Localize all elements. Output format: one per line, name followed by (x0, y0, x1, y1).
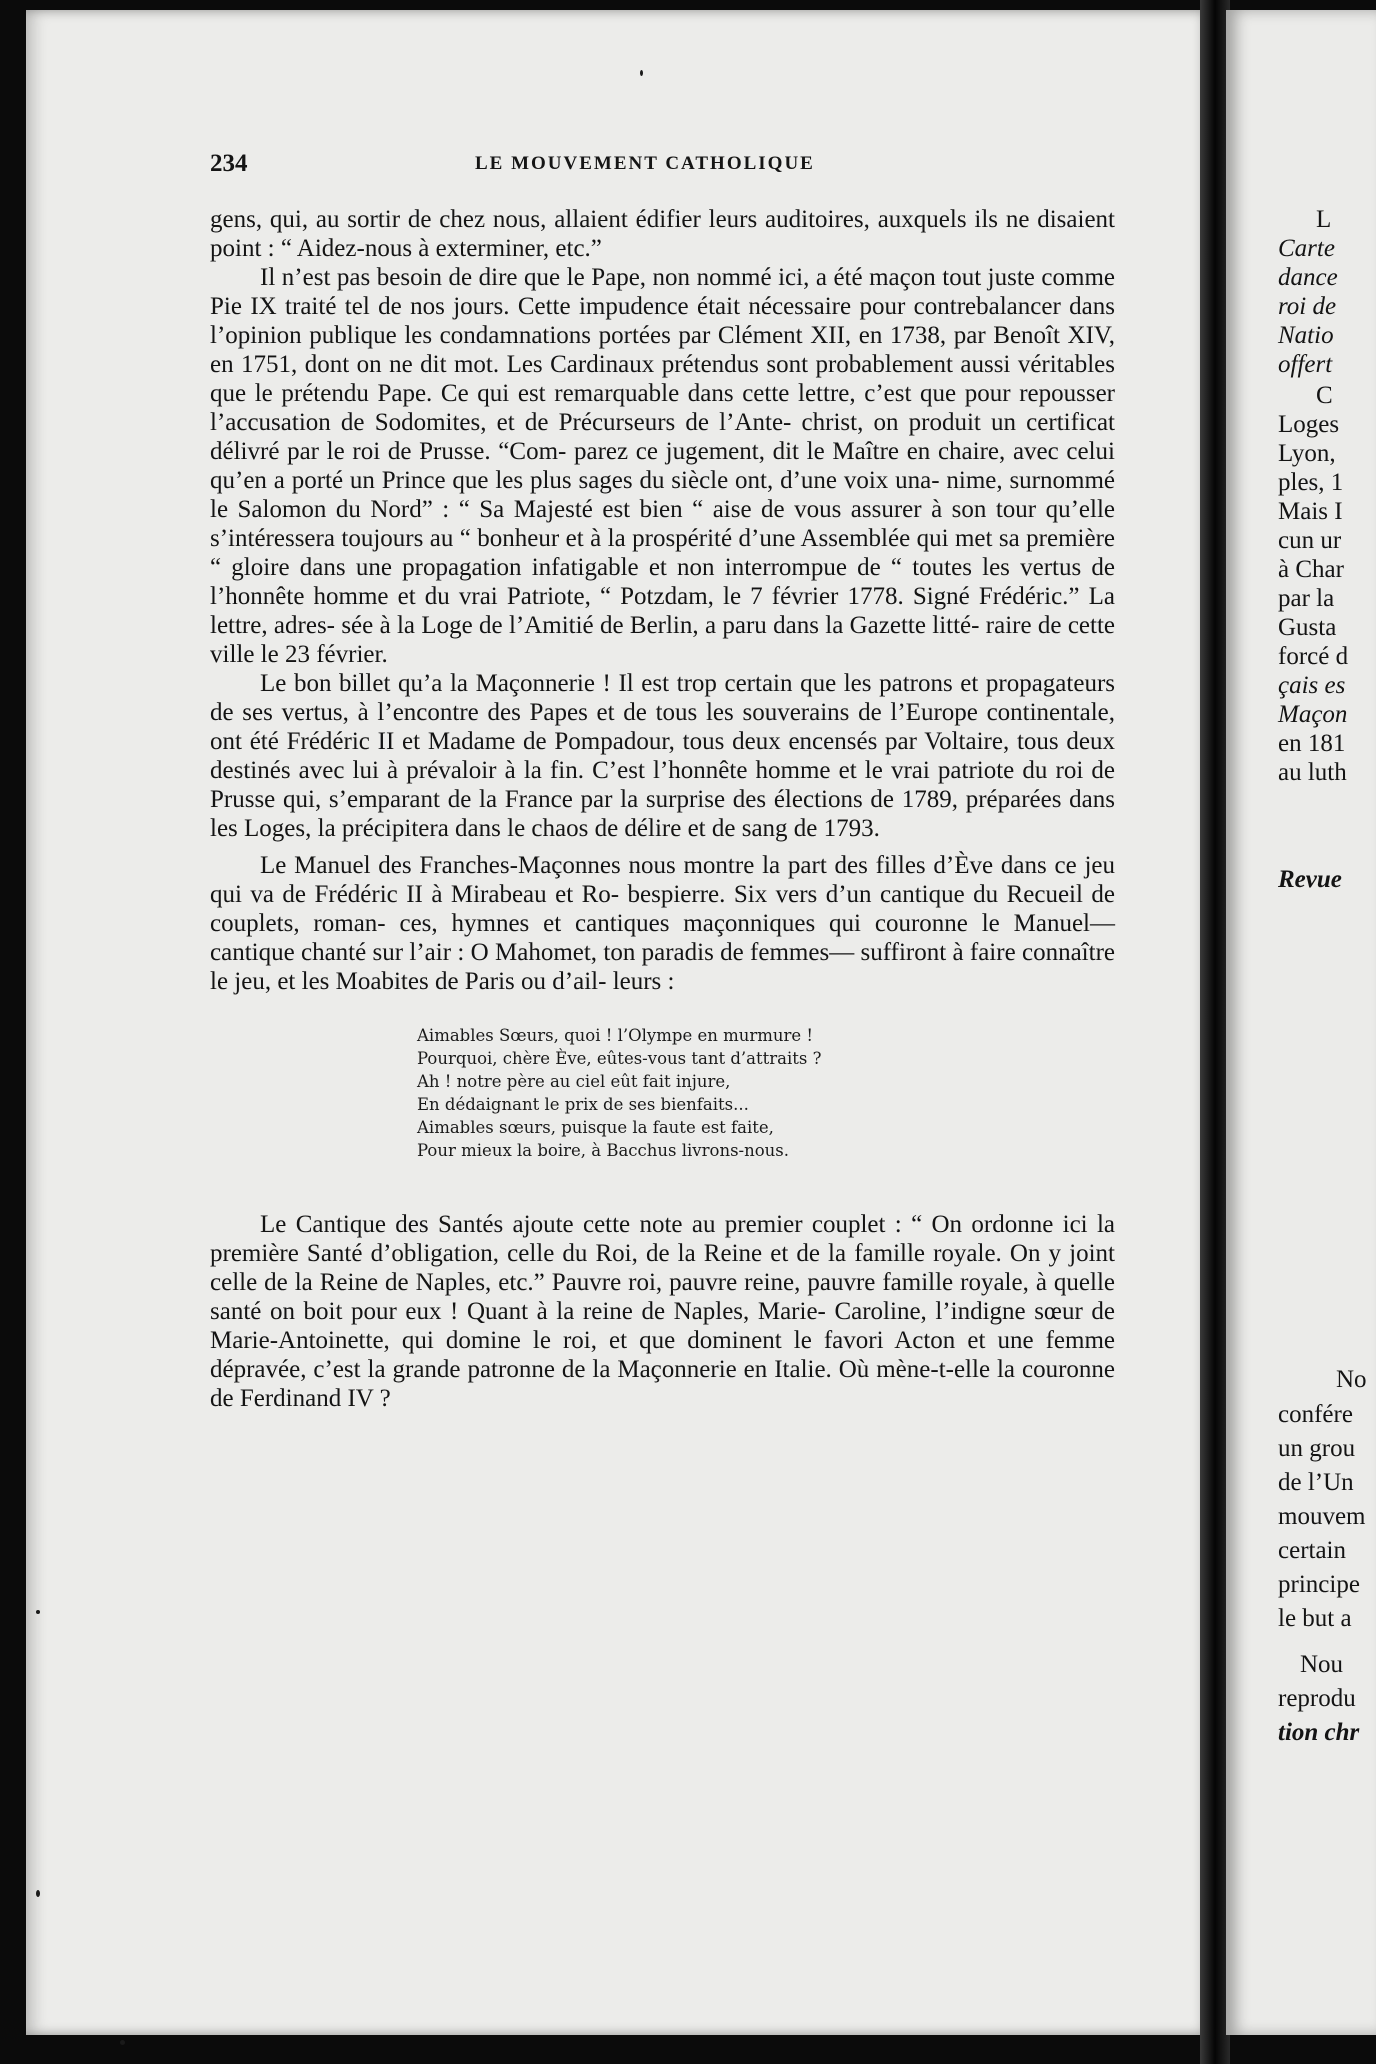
poem-line: Ah ! notre père au ciel eût fait injure, (417, 1072, 731, 1091)
paragraph-line: “ bonheur et à la prospérité d’une Assemblée qui met sa première (459, 525, 1115, 552)
scan-speck (36, 1890, 40, 1897)
right-fragment-line: confére (1278, 1401, 1353, 1428)
right-fragment-line: forcé d (1278, 643, 1349, 670)
paragraph-1 (210, 205, 1115, 263)
right-fragment-line: Nou (1300, 1651, 1344, 1678)
right-fragment-line: Carte (1278, 235, 1335, 262)
paragraph-line: couronne de Ferdinand IV ? (210, 1356, 1115, 1412)
poem-line: Aimables Sœurs, quoi ! l’Olympe en murmure ! (417, 1026, 814, 1045)
paragraph-line: France par la surprise des élections de 1789, préparées dans les (210, 786, 1115, 842)
paragraph-line: grande patronne de la Maçonnerie en Italie. Où mène-t-elle la (392, 1356, 1022, 1383)
right-fragment-line: mouvem (1278, 1503, 1366, 1530)
paragraph-line: christ, on produit un certificat délivré par le roi de Prusse. “Com- (210, 409, 1115, 465)
paragraph-line: impudence était nécessaire pour contrebalancer dans l’opinion (210, 293, 1115, 349)
right-fragment-line: tion chr (1278, 1719, 1360, 1746)
paragraph-line: Le Manuel des Franches-Maçonnes nous montre la part des (260, 852, 876, 879)
right-fragment-line: L (1316, 206, 1332, 233)
paragraph-line: “ On ordonne ici la première Santé d’obligation, celle du Roi, de (210, 1211, 1115, 1267)
body-text (210, 205, 1115, 1413)
right-fragment-line: Lyon, (1278, 440, 1336, 467)
paragraph-line: sée à la Loge de l’Amitié de Berlin, a paru dans la Gazette litté- (341, 612, 986, 639)
right-fragment-line: ples, 1 (1278, 469, 1344, 496)
running-head: LE MOUVEMENT CATHOLIQUE (475, 153, 815, 174)
paragraph-line: Naples, etc.” Pauvre roi, pauvre reine, pauvre famille royale, à (415, 1269, 1054, 1296)
paragraph-line: homme et le vrai patriote du roi de Prusse qui, s’emparant de la (210, 757, 1115, 813)
right-fragment-line: çais es (1278, 672, 1346, 699)
paragraph-line: II et Madame de Pompadour, tous deux encensés par Voltaire, (377, 728, 1017, 755)
paragraph-line: patrons et propagateurs de ses vertus, à l’encontre des Papes et (210, 670, 1115, 726)
paragraph-line: porté un Prince que les plus sages du siècle ont, d’une voix una- (291, 467, 947, 494)
paragraph-line: “ aise de vous assurer à son tour qu’elle s’intéressera toujours au (210, 496, 1115, 552)
paragraph-line: auxquels ils ne disaient point : “ Aidez-nous à exterminer, etc.” (210, 206, 1115, 262)
paragraph-line: nime, surnommé le Salomon du Nord” : “ Sa Majesté est bien (210, 467, 1115, 523)
poem-line: Pourquoi, chère Ève, eûtes-vous tant d’attraits ? (417, 1049, 822, 1068)
right-fragment-line: principe (1278, 1571, 1360, 1598)
paragraph-line: parez ce jugement, dit le Maître en chaire, avec celui qu’en a (210, 438, 1115, 494)
right-fragment-line: au luth (1278, 759, 1347, 786)
right-fragment-line: un grou (1278, 1435, 1356, 1462)
paragraph-line: de tous les souverains de l’Europe continentale, ont été Frédéric (210, 699, 1115, 755)
paragraph-line: prétendus sont probablement aussi véritables que le prétendu (210, 351, 1115, 407)
right-fragment-line: Mais I (1278, 498, 1343, 525)
page-header (210, 150, 1115, 180)
paragraph-5 (210, 1210, 1115, 1413)
paragraph-line: cantique chanté sur l’air : O Mahomet, ton paradis de femmes— (210, 939, 861, 966)
scan-speck (640, 70, 643, 76)
scan-speck (120, 2040, 125, 2045)
right-fragment-line: offert (1278, 351, 1333, 378)
right-fragment-line: le but a (1278, 1605, 1352, 1632)
right-fragment-line: en 181 (1278, 730, 1346, 757)
right-fragment-line: par la (1278, 585, 1335, 612)
paragraph-line: Pape. Ce qui est remarquable dans cette lettre, c’est que pour (377, 380, 1020, 407)
paragraph-line: repousser l’accusation de Sodomites, et de Précurseurs de l’Ante- (210, 380, 1115, 436)
poem-line: Pour mieux la boire, à Bacchus livrons-nous. (417, 1141, 790, 1160)
right-fragment-line: C (1316, 382, 1333, 409)
right-fragment-line: Natio (1278, 322, 1334, 349)
right-fragment-line: Loges (1278, 411, 1340, 438)
right-fragment-line: de l’Un (1278, 1469, 1354, 1496)
paragraph-4 (210, 851, 1115, 996)
right-fragment-line: reprodu (1278, 1685, 1356, 1712)
paragraph-line: bespierre. Six vers d’un cantique du Recueil de couplets, roman- (210, 881, 1115, 937)
right-fragment-line: dance (1278, 264, 1338, 291)
right-fragment-line: Maçon (1278, 701, 1348, 728)
paragraph-line: publique les condamnations portées par Clément XII, en 1738, (309, 322, 954, 349)
page-number: 234 (210, 150, 248, 177)
right-fragment-line: cun ur (1278, 527, 1342, 554)
paragraph-line: leurs : (612, 968, 675, 995)
right-fragment-line: certain (1278, 1537, 1347, 1564)
paragraph-line: quelle santé on boit pour eux ! Quant à la reine de Naples, Marie- (210, 1269, 1115, 1325)
paragraph-line: “ toutes les vertus de l’honnête homme et du vrai Patriote, (210, 554, 1115, 610)
paragraph-line: tous deux destinés avec lui à prévaloir à la fin. C’est l’honnête (210, 728, 1115, 784)
paragraph-line: et que dominent le favori Acton et une femme dépravée, c’est la (210, 1327, 1116, 1383)
paragraph-line: suffiront à faire connaître le jeu, et les Moabites de Paris ou d’ail- (210, 939, 1115, 995)
paragraph-line: gens, qui, au sortir de chez nous, allaient édifier leurs auditoires, (210, 206, 878, 233)
poem-line: Aimables sœurs, puisque la faute est faite, (417, 1118, 774, 1137)
paragraph-line: filles d’Ève dans ce jeu qui va de Frédéric II à Mirabeau et Ro- (210, 852, 1116, 908)
paragraph-line: “ gloire dans une propagation infatigable et non interrompue de (210, 554, 891, 581)
right-fragment-line: No (1336, 1366, 1367, 1393)
scan-speck (36, 1610, 40, 1614)
right-fragment-line: Gusta (1278, 614, 1337, 641)
paragraph-line: Caroline, l’indigne sœur de Marie-Antoinette, qui domine le roi, (210, 1298, 1115, 1354)
paragraph-line: maçon tout juste comme Pie IX traité tel de nos jours. Cette (210, 264, 1115, 320)
right-fragment-line: roi de (1278, 293, 1337, 320)
paragraph-2 (210, 263, 1115, 669)
paragraph-line: Loges, la précipitera dans le chaos de délire et de sang de 1793. (244, 815, 880, 842)
paragraph-line: Il n’est pas besoin de dire que le Pape, non nommé ici, a été (260, 264, 870, 291)
paragraph-line: raire de cette ville le 23 février. (210, 612, 1116, 668)
paragraph-line: Le Cantique des Santés ajoute cette note au premier couplet : (260, 1211, 912, 1238)
poem-stanza (417, 1024, 1115, 1162)
paragraph-3 (210, 669, 1115, 843)
paragraph-line: ces, hymnes et cantiques maçonniques qui couronne le Manuel— (399, 910, 1115, 937)
paragraph-line: Le bon billet qu’a la Maçonnerie ! Il est trop certain que les (260, 670, 880, 697)
right-fragment-line: Revue (1278, 866, 1342, 893)
paragraph-line: par Benoît XIV, en 1751, dont on ne dit mot. Les Cardinaux (210, 322, 1116, 378)
paragraph-line: la Reine et de la famille royale. On y joint celle de la Reine de (210, 1240, 1115, 1296)
right-fragment-line: à Char (1278, 556, 1344, 583)
paragraph-line: “ Potzdam, le 7 février 1778. Signé Frédéric.” La lettre, adres- (210, 583, 1115, 639)
poem-line: En dédaignant le prix de ses bienfaits... (417, 1095, 749, 1114)
